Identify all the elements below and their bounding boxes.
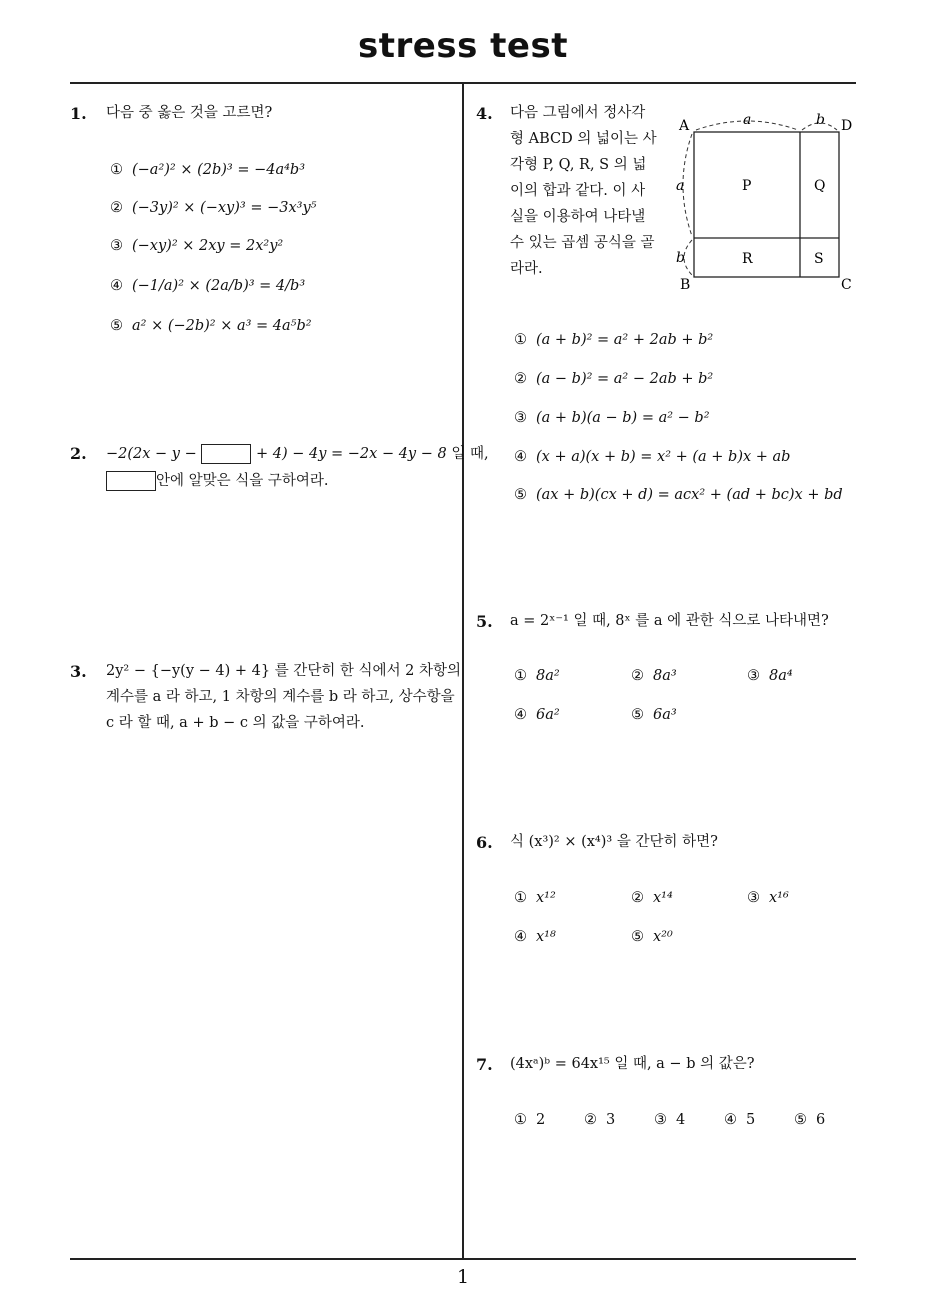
answer-blank [106,471,156,491]
region-q: Q [814,178,826,194]
option-expr: 8a³ [653,668,677,684]
question-line-1: 2y² − {−y(y − 4) + 4} 를 간단히 한 식에서 2 차항의 [106,663,462,679]
option-4[interactable] [724,1112,755,1128]
vertex-c: C [841,277,852,293]
option-3[interactable] [110,238,283,254]
question-line-3: c 라 할 때, a + b − c 의 값을 구하여라. [106,715,365,731]
option-5[interactable] [794,1112,825,1128]
question-line-3: 각형 P, Q, R, S 의 넓 [510,157,647,173]
option-1[interactable] [514,890,556,906]
option-1[interactable] [110,162,305,178]
option-2[interactable] [631,668,677,684]
option-2[interactable] [514,371,713,387]
option-expr: 8a⁴ [769,668,793,684]
option-mark: ④ [514,707,527,723]
option-mark: ② [631,890,644,906]
option-mark: ③ [514,410,527,426]
option-mark: ③ [747,890,760,906]
option-4[interactable] [514,449,790,465]
question-number: 7. [476,1055,493,1074]
question-prompt: 식 (x³)² × (x⁴)³ 을 간단히 하면? [510,834,718,850]
option-mark: ④ [514,929,527,945]
option-expr: 4 [676,1112,686,1128]
option-1[interactable] [514,332,713,348]
question-number: 6. [476,833,493,852]
question-number: 2. [70,444,87,463]
page-title: stress test [358,26,568,66]
option-expr: a² × (−2b)² × a³ = 4a⁵b² [132,318,312,334]
option-1[interactable] [514,668,560,684]
option-mark: ③ [654,1112,667,1128]
option-expr: (−3y)² × (−xy)³ = −3x³y⁵ [132,200,317,216]
square-diagram [672,108,862,294]
option-4[interactable] [110,278,305,294]
region-r: R [742,251,753,267]
option-expr: (a − b)² = a² − 2ab + b² [536,371,714,387]
question-number: 4. [476,104,493,123]
option-mark: ② [110,200,123,216]
option-expr: (x + a)(x + b) = x² + (a + b)x + ab [536,449,791,465]
option-expr: 5 [746,1112,756,1128]
instruction-text: 안에 알맞은 식을 구하여라. [156,473,329,489]
option-3[interactable] [514,410,710,426]
option-expr: x¹⁶ [769,890,789,906]
expr-left: −2(2x − y − [106,446,197,462]
option-mark: ⑤ [110,318,123,334]
option-expr: (−a²)² × (2b)³ = −4a⁴b³ [132,162,306,178]
option-5[interactable] [631,707,677,723]
option-2[interactable] [110,200,316,216]
option-expr: 3 [606,1112,616,1128]
option-mark: ③ [747,668,760,684]
vertex-d: D [841,118,853,134]
question-line-2: 계수를 a 라 하고, 1 차항의 계수를 b 라 하고, 상수항을 [106,689,455,705]
side-label-top-a: a [743,112,752,128]
option-mark: ⑤ [631,707,644,723]
option-expr: 2 [536,1112,546,1128]
option-4[interactable] [514,929,556,945]
option-expr: 8a² [536,668,560,684]
answer-blank [201,444,251,464]
question-number: 3. [70,662,87,681]
side-label-top-b: b [816,112,825,128]
question-prompt: (4xᵃ)ᵇ = 64x¹⁵ 일 때, a − b 의 값은? [510,1056,755,1072]
option-expr: x¹⁸ [536,929,556,945]
option-expr: 6a² [536,707,560,723]
option-expr: (−1/a)² × (2a/b)³ = 4/b³ [132,278,306,294]
option-3[interactable] [747,668,793,684]
option-2[interactable] [584,1112,615,1128]
vertex-a: A [679,118,690,134]
option-mark: ② [584,1112,597,1128]
side-label-left-a: a [676,178,685,194]
expr-right: + 4) − 4y = −2x − 4y − 8 [255,446,447,462]
option-5[interactable] [631,929,673,945]
option-3[interactable] [654,1112,685,1128]
option-mark: ③ [110,238,123,254]
option-mark: ② [631,668,644,684]
option-expr: (a + b)² = a² + 2ab + b² [536,332,714,348]
option-2[interactable] [631,890,673,906]
option-expr: 6a³ [653,707,677,723]
option-mark: ① [514,890,527,906]
option-mark: ⑤ [514,487,527,503]
option-5[interactable] [514,487,843,503]
region-p: P [742,178,752,194]
question-line-1 [106,441,489,467]
option-mark: ⑤ [794,1112,807,1128]
option-mark: ④ [724,1112,737,1128]
column-divider [462,84,464,1259]
option-mark: ① [514,1112,527,1128]
question-line-4: 이의 합과 같다. 이 사 [510,183,646,199]
question-line-5: 실을 이용하여 나타낼 [510,209,646,225]
question-line-6: 수 있는 곱셈 공식을 골 [510,235,655,251]
question-line-1: 다음 그림에서 정사각 [510,105,646,121]
vertex-b: B [680,277,691,293]
option-expr: (a + b)(a − b) = a² − b² [536,410,710,426]
option-expr: x¹² [536,890,556,906]
option-mark: ⑤ [631,929,644,945]
question-line-7: 라라. [510,261,543,277]
option-mark: ② [514,371,527,387]
option-3[interactable] [747,890,789,906]
option-5[interactable] [110,318,312,334]
option-expr: (−xy)² × 2xy = 2x²y² [132,238,284,254]
when-text: 일 때, [451,446,489,462]
question-number: 5. [476,612,493,631]
option-mark: ④ [110,278,123,294]
region-s: S [814,251,824,267]
question-number: 1. [70,104,87,123]
brace-left-b [684,240,692,275]
option-mark: ④ [514,449,527,465]
footer-rule [70,1258,856,1260]
option-expr: (ax + b)(cx + d) = acx² + (ad + bc)x + bd [536,487,843,503]
question-prompt: a = 2ˣ⁻¹ 일 때, 8ˣ 를 a 에 관한 식으로 나타내면? [510,613,829,629]
option-mark: ① [110,162,123,178]
option-4[interactable] [514,707,560,723]
option-expr: 6 [816,1112,826,1128]
question-prompt: 다음 중 옳은 것을 고르면? [106,105,273,121]
question-line-2 [106,468,329,494]
option-expr: x²⁰ [653,929,673,945]
option-mark: ① [514,668,527,684]
option-1[interactable] [514,1112,545,1128]
option-mark: ① [514,332,527,348]
page-number: 1 [456,1266,470,1288]
option-expr: x¹⁴ [653,890,673,906]
question-line-2: 형 ABCD 의 넓이는 사 [510,131,657,147]
side-label-left-b: b [676,250,685,266]
